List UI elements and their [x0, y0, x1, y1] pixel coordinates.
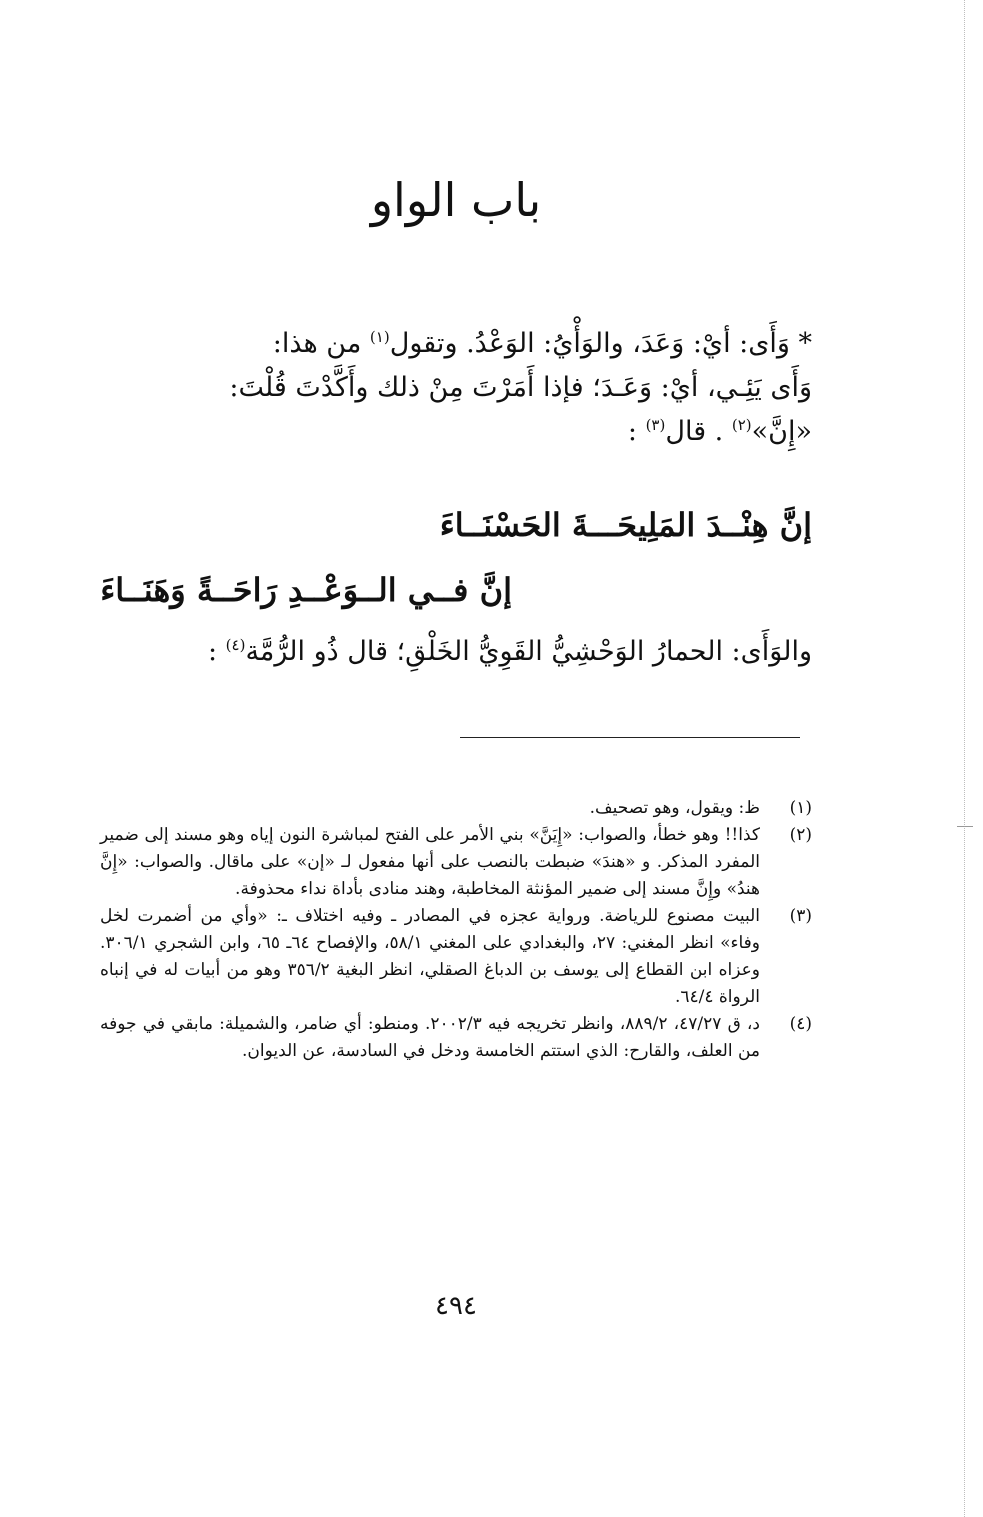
- page-edge-tick-mark: [957, 826, 973, 827]
- footnote-ref-3[interactable]: (٣): [645, 416, 666, 434]
- footnote-ref-4[interactable]: (٤): [225, 636, 246, 654]
- footnote-item: [100, 1011, 812, 1065]
- chapter-title: باب الواو: [370, 173, 542, 227]
- entry-line-1: [100, 322, 812, 366]
- footnote-item: [100, 795, 812, 822]
- entry-line-1-text: * وَأَى: أيْ: وَعَدَ، والوَأْيُ: الوَعْدُ. وتقول: [389, 328, 812, 359]
- entry-continuation-end: :: [207, 636, 226, 667]
- footnote-number: (٤): [789, 1014, 812, 1034]
- footnote-item: [100, 822, 812, 903]
- verse-second-hemistich: إنَّ فــي الــوَعْــدِ رَاحَــةً وَهَنَــاءَ: [100, 571, 512, 609]
- entry-line-3: [100, 410, 812, 454]
- entry-line-3-part-b: . قال: [665, 416, 732, 447]
- entry-line-1-end: من هذا:: [272, 328, 370, 359]
- footnote-number: (٣): [789, 906, 812, 926]
- page-number: ٤٩٤: [435, 1291, 477, 1321]
- entry-continuation-text: والوَأَى: الحمارُ الوَحْشِيُّ القَوِيُّ الخَلْقِ؛ قال ذُو الرُّمَّة: [245, 636, 812, 667]
- book-page: [100, 0, 812, 1517]
- footnote-text: د، ق ٤٧/٢٧، ٨٨٩/٢، وانظر تخريجه فيه ٢٠٠٢/٣. ومنطو: أي ضامر، والشميلة: مابقي في جوفه من العلف، والقارح: الذي استتم الخامسة ودخل في السادسة، عن الديوان.: [100, 1014, 760, 1061]
- footnote-item: [100, 903, 812, 1011]
- entry-line-3-part-c: :: [627, 416, 646, 447]
- entry-continuation: [100, 630, 812, 674]
- footnote-ref-1[interactable]: (١): [369, 328, 390, 346]
- footnote-number: (١): [789, 798, 812, 818]
- footnote-text: كذا!! وهو خطأ، والصواب: «إِيَنَّ» بني الأمر على الفتح لمباشرة النون إياه وهو مسند إلى ضمير المفرد المذكر. و «هندَ» ضبطت بالنصب على أنها مفعول لـ «إن» على ماقال. والصواب: «إِنَّ هندُ» وإِنَّ مسند إلى ضمير المؤنثة المخاطبة، وهند منادى بأداة نداء محذوفة.: [100, 825, 760, 899]
- page-edge-dotted-line: [964, 0, 965, 1517]
- footnotes-section: [100, 795, 812, 1065]
- entry-line-3-part-a: «إِنَّ»: [751, 416, 812, 447]
- entry-paragraph: [100, 322, 812, 454]
- footnote-divider: [460, 737, 800, 738]
- verse-first-hemistich: إنَّ هِنْــدَ المَلِيحَـــةَ الحَسْنَــاءَ: [439, 506, 812, 544]
- footnote-ref-2[interactable]: (٢): [731, 416, 752, 434]
- footnote-text: ظ: ويقول، وهو تصحيف.: [589, 798, 760, 818]
- entry-line-2: وَأَى يَئِـي، أيْ: وَعَـدَ؛ فإذا أَمَرْتَ مِنْ ذلك وأَكَّدْتَ قُلْتَ:: [229, 372, 812, 403]
- footnote-number: (٢): [789, 825, 812, 845]
- footnote-text: البيت مصنوع للرياضة. ورواية عجزه في المصادر ـ وفيه اختلاف ـ: «وأي من أضمرت لخل وفاء» انظر المغني: ٢٧، والبغدادي على المغني ٥٨/١، والإفصاح ٦٤ـ ٦٥، وابن الشجري ٣٠٦/١. وعزاه ابن القطاع إلى يوسف بن الدباغ الصقلي، انظر البغية ٣٥٦/٢ وهو من أبيات له في إنباه الرواة ٦٤/٤.: [100, 906, 760, 1007]
